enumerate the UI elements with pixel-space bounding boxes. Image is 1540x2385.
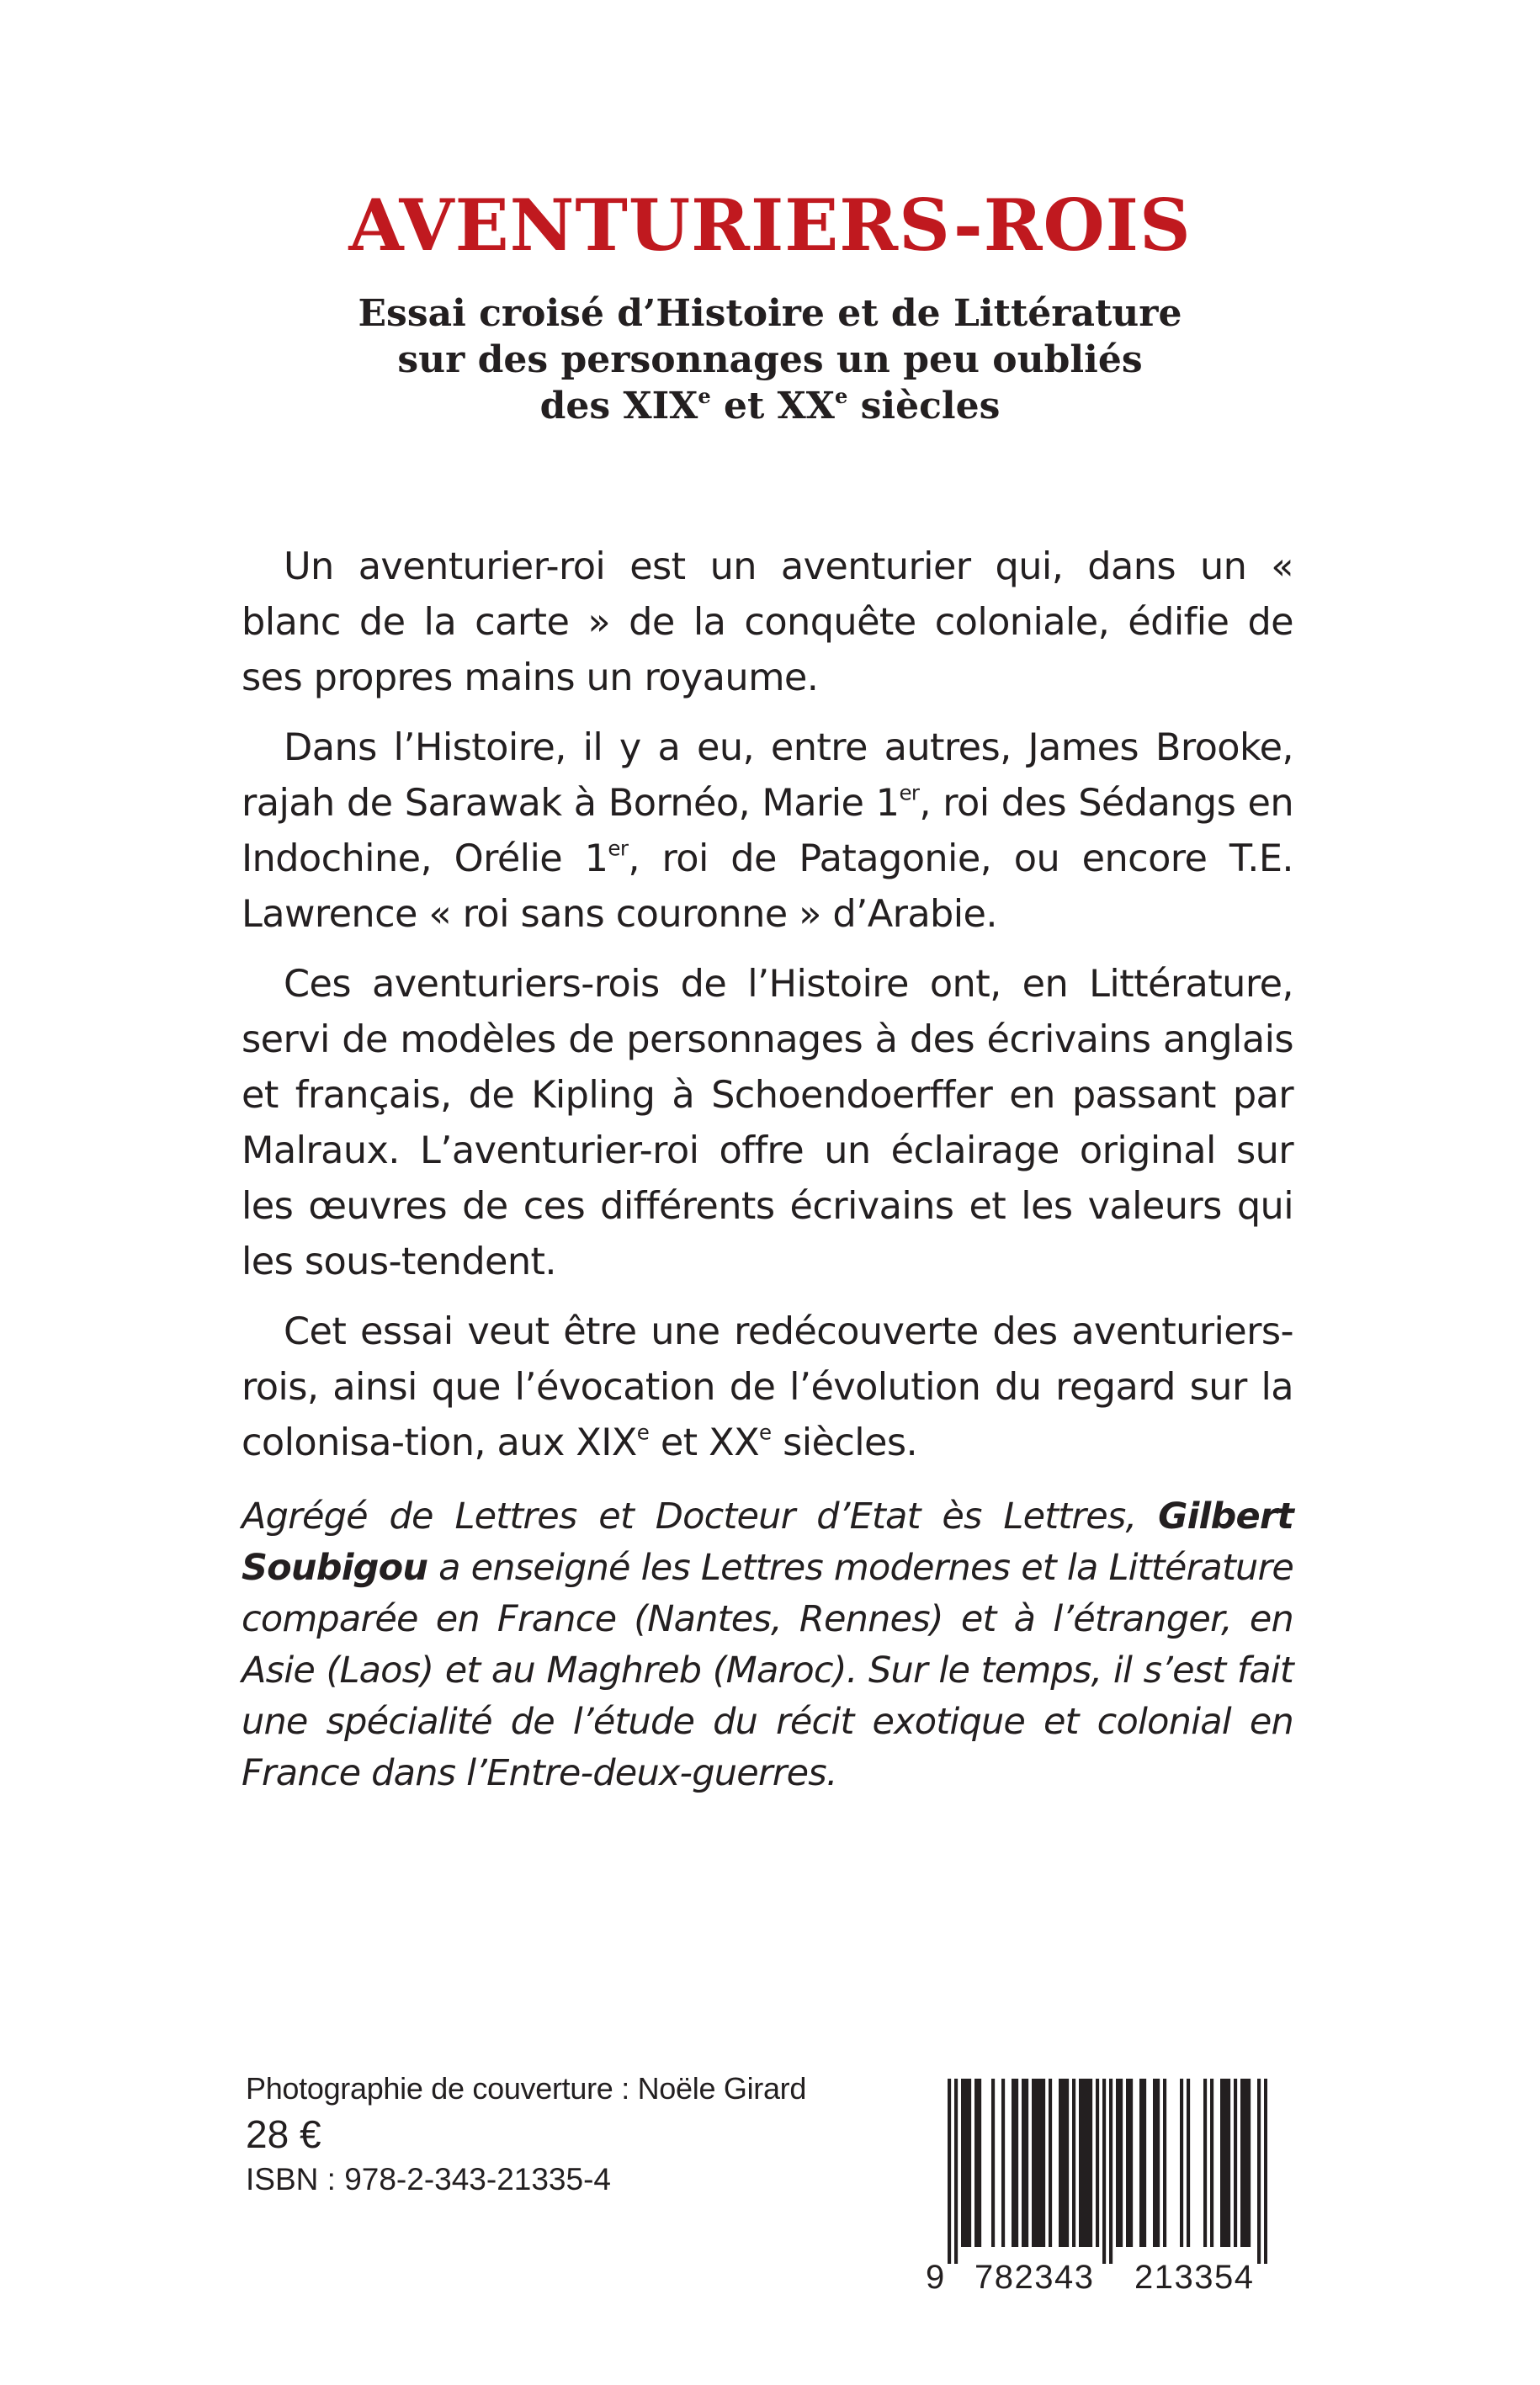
paragraph-text: Cet essai veut être une redécouverte des aventuriers-rois, ainsi que l’évocation de l’évolution du regard sur la colonisa-tion, aux XIX bbox=[242, 1309, 1293, 1464]
barcode-bar bbox=[961, 2079, 964, 2247]
barcode-bar bbox=[1187, 2079, 1190, 2247]
barcode-bar bbox=[1072, 2079, 1075, 2247]
subtitle-line-2: sur des personnages un peu oubliés bbox=[397, 338, 1143, 381]
book-title: AVENTURIERS-ROIS bbox=[348, 183, 1192, 267]
author-name: Gilbert Soubigou bbox=[242, 1495, 1293, 1589]
barcode-first-digit: 9 bbox=[926, 2259, 946, 2296]
superscript: er bbox=[899, 780, 920, 805]
barcode-bar bbox=[1247, 2079, 1251, 2247]
blurb-paragraph-2 bbox=[242, 720, 1293, 942]
barcode-bar bbox=[978, 2079, 981, 2247]
barcode-bar bbox=[1038, 2079, 1042, 2247]
barcode-graphic bbox=[948, 2079, 1267, 2264]
price: 28 € bbox=[246, 2112, 321, 2156]
barcode-bar bbox=[964, 2079, 968, 2247]
barcode-bar bbox=[1025, 2079, 1028, 2247]
credits bbox=[246, 2068, 806, 2201]
barcode-bar bbox=[1203, 2079, 1207, 2247]
paragraph-text: , roi des Sédangs en Indochine, Orélie 1 bbox=[242, 781, 1293, 880]
barcode-bar bbox=[948, 2079, 951, 2264]
barcode-bar bbox=[1042, 2079, 1045, 2247]
barcode-bar bbox=[1180, 2079, 1183, 2247]
barcode-bar bbox=[1089, 2079, 1092, 2247]
blurb-paragraph-3: Ces aventuriers-rois de l’Histoire ont, en Littérature, servi de modèles de personnages à des écrivains anglais et français, de Kipling à Schoendoerffer en passant par Malraux. L’aventurier-roi offre un éclairage original sur les œuvres de ces différents écrivains et les valeurs qui les sous-tendent. bbox=[242, 962, 1293, 1283]
barcode-bar bbox=[954, 2079, 958, 2264]
barcode-bar bbox=[1109, 2079, 1113, 2264]
barcode-bar bbox=[1086, 2079, 1089, 2247]
barcode-bar bbox=[1210, 2079, 1213, 2247]
subtitle-line-1: Essai croisé d’Histoire et de Littérature bbox=[358, 292, 1182, 335]
barcode-bar bbox=[1163, 2079, 1166, 2247]
subtitle-text: des XIX bbox=[539, 385, 698, 428]
barcode-bar bbox=[991, 2079, 995, 2247]
subtitle-text: et XX bbox=[710, 385, 835, 428]
barcode-bar bbox=[1227, 2079, 1230, 2247]
superscript: e bbox=[834, 383, 848, 408]
barcode-bar bbox=[1062, 2079, 1065, 2247]
barcode-digits bbox=[926, 2259, 1279, 2301]
barcode-right-group: 213354 bbox=[1134, 2259, 1255, 2296]
barcode-bar bbox=[1049, 2079, 1052, 2247]
barcode-bar bbox=[1001, 2079, 1005, 2247]
paragraph-text: siècles. bbox=[771, 1421, 918, 1464]
superscript: er bbox=[608, 836, 629, 861]
paragraph-text: , roi de Patagonie, ou encore T.E. Lawrence « roi sans couronne » d’Arabie. bbox=[242, 837, 1293, 936]
barcode-bar bbox=[1139, 2079, 1143, 2247]
barcode-bar bbox=[1015, 2079, 1018, 2247]
barcode-bar bbox=[1156, 2079, 1160, 2247]
barcode-bar bbox=[1082, 2079, 1086, 2247]
barcode-bar bbox=[1153, 2079, 1156, 2247]
barcode-bar bbox=[1116, 2079, 1119, 2247]
bio-text: a enseigné les Lettres modernes et la Littérature comparée en France (Nantes, Rennes) et à l’étranger, en Asie (Laos) et au Maghreb (Maroc). Sur le temps, il s’est fait une spécialité de l’étude du récit exotique et colonial en France dans l’Entre-deux-guerres. bbox=[242, 1547, 1293, 1794]
barcode-bar bbox=[974, 2079, 978, 2247]
barcode-bar bbox=[1244, 2079, 1247, 2247]
barcode-bar bbox=[1264, 2079, 1267, 2264]
barcode-bar bbox=[968, 2079, 971, 2247]
paragraph-text: et XX bbox=[649, 1421, 760, 1464]
paragraph-text: Dans l’Histoire, il y a eu, entre autres, James Brooke, rajah de Sarawak à Bornéo, Marie 1 bbox=[242, 725, 1293, 825]
blurb bbox=[242, 539, 1293, 1485]
superscript: e bbox=[759, 1420, 772, 1445]
photo-credit: Photographie de couverture : Noële Girard bbox=[246, 2071, 807, 2106]
barcode-bar bbox=[1234, 2079, 1237, 2247]
blurb-paragraph-1: Un aventurier-roi est un aventurier qui, dans un « blanc de la carte » de la conquête coloniale, édifie de ses propres mains un royaume. bbox=[242, 544, 1293, 699]
barcode-left-group: 782343 bbox=[974, 2259, 1095, 2296]
barcode-bar bbox=[1143, 2079, 1146, 2247]
superscript: e bbox=[698, 383, 711, 408]
subtitle-line-3 bbox=[0, 383, 1540, 429]
barcode-bar bbox=[1096, 2079, 1099, 2247]
barcode-bar bbox=[1240, 2079, 1244, 2247]
superscript: e bbox=[636, 1420, 650, 1445]
barcode-bar bbox=[1119, 2079, 1123, 2247]
barcode-bar bbox=[1220, 2079, 1224, 2247]
subtitle-text: siècles bbox=[847, 385, 1001, 428]
barcode-bar bbox=[1102, 2079, 1106, 2264]
barcode-bar bbox=[1257, 2079, 1261, 2264]
barcode-bar bbox=[1224, 2079, 1227, 2247]
barcode-bar bbox=[1035, 2079, 1038, 2247]
barcode-bar bbox=[1129, 2079, 1133, 2247]
book-subtitle bbox=[0, 290, 1540, 429]
author-bio bbox=[242, 1491, 1293, 1799]
barcode-bar bbox=[1012, 2079, 1015, 2247]
barcode-bar bbox=[1126, 2079, 1129, 2247]
barcode-bar bbox=[1059, 2079, 1062, 2247]
bio-text: Agrégé de Lettres et Docteur d’Etat ès Lettres, bbox=[242, 1495, 1159, 1538]
barcode-bar bbox=[1079, 2079, 1082, 2247]
isbn: ISBN : 978-2-343-21335-4 bbox=[246, 2162, 611, 2196]
barcode-bar bbox=[1022, 2079, 1025, 2247]
barcode-bar bbox=[1032, 2079, 1035, 2247]
barcode-bar bbox=[1065, 2079, 1069, 2247]
blurb-paragraph-4 bbox=[242, 1304, 1293, 1470]
